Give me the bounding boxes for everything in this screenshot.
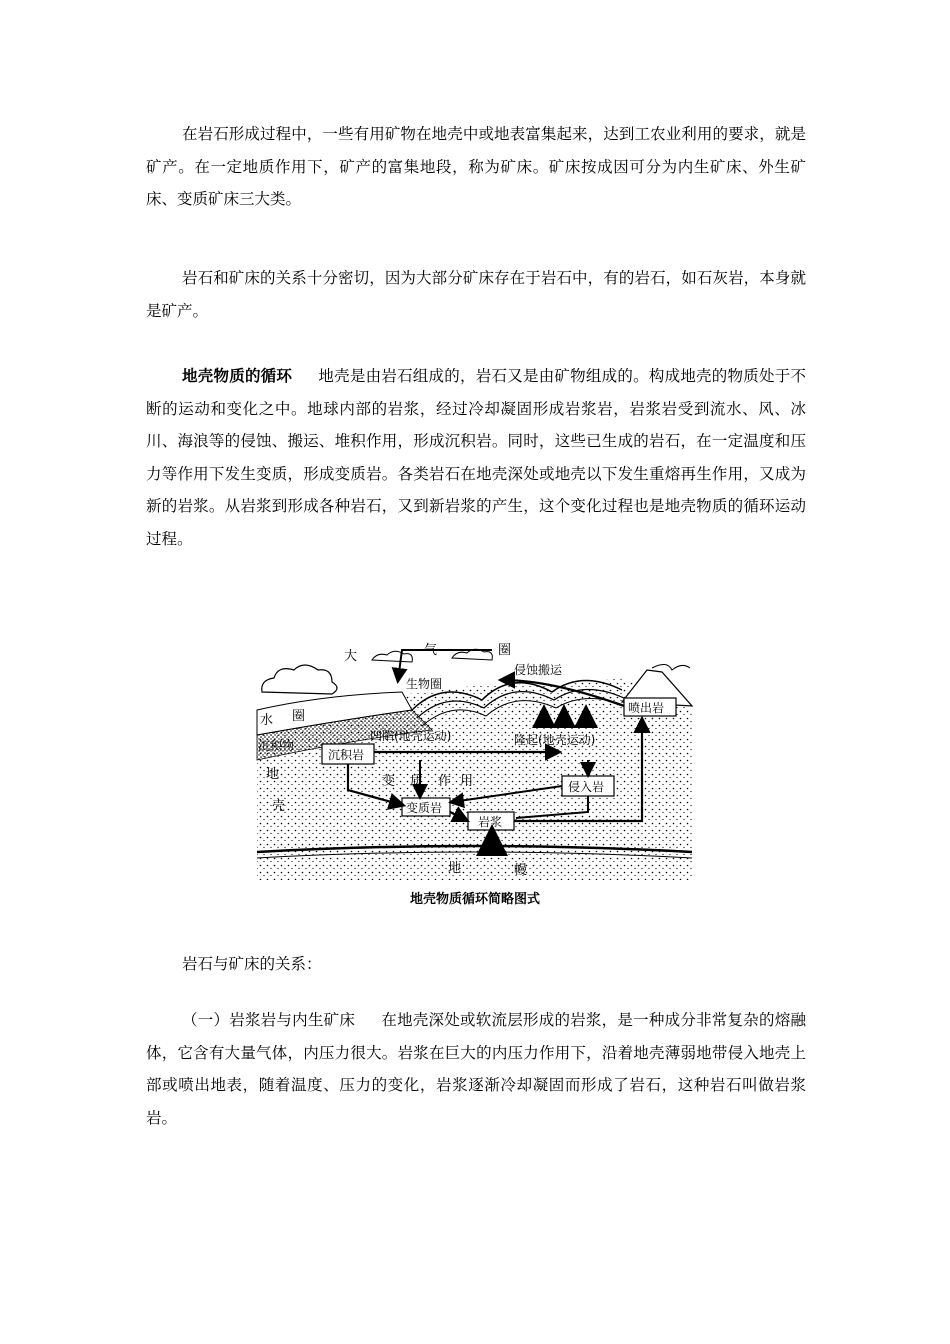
label-subsidence: 凹陷(地壳运动) (370, 729, 452, 743)
label-magma: 岩浆 (478, 815, 503, 829)
label-qi: 气 (424, 643, 438, 658)
label-quan: 圈 (498, 643, 512, 658)
label-sediment: 沉积物 (258, 739, 295, 753)
paragraph-rock-deposit-relation: 岩石和矿床的关系十分密切，因为大部分矿床存在于岩石中，有的岩石，如石灰岩，本身就是矿产。 (146, 269, 806, 320)
label-mantle-di: 地 (448, 861, 462, 876)
label-zuo: 作 (438, 774, 452, 789)
label-biosphere: 生物圈 (406, 677, 443, 691)
magmatic-rock-text: 在地壳深处或软流层形成的岩浆，是一种成分非常复杂的熔融体，它含有大量气体，内压力很大。岩浆在巨大的内压力作用下，沿着地壳薄弱地带侵入地壳上部或喷出地表，随着温度、压力的变化，岩浆逐渐冷却凝固而形成了岩石，这种岩石叫做岩浆岩。 (146, 1011, 806, 1127)
label-water: 水 (260, 713, 274, 728)
paragraph-magmatic-rock (146, 1004, 806, 1134)
section-heading-magmatic: （一）岩浆岩与内生矿床 (182, 1011, 356, 1029)
label-intrusive-rock: 侵入岩 (568, 780, 605, 794)
label-sedimentary-rock: 沉积岩 (328, 748, 365, 762)
label-crust-qiao: 壳 (272, 799, 286, 814)
figure-caption: 地壳物质循环简略图式 (409, 892, 540, 907)
label-yong: 用 (460, 774, 474, 789)
label-extrusive-rock: 喷出岩 (628, 701, 665, 715)
label-da: 大 (344, 649, 358, 664)
label-mantle-man: 幔 (514, 863, 528, 878)
label-crust-di: 地 (266, 767, 280, 782)
crust-cycle-diagram (252, 640, 698, 888)
label-water-quan: 圈 (292, 709, 306, 724)
section-heading-crust-cycle: 地壳物质的循环 (182, 367, 293, 385)
paragraph-ore-deposits: 在岩石形成过程中，一些有用矿物在地壳中或地表富集起来，达到工农业利用的要求，就是矿产。在一定地质作用下，矿产的富集地段，称为矿床。矿床按成因可分为内生矿床、外生矿床、变质矿床三大类。 (146, 125, 806, 208)
label-metamorphic-rock: 变质岩 (406, 801, 443, 815)
crust-cycle-text: 地壳是由岩石组成的，岩石又是由矿物组成的。构成地壳的物质处于不断的运动和变化之中。地球内部的岩浆，经过冷却凝固形成岩浆岩，岩浆岩受到流水、风、冰川、海浪等的侵蚀、搬运、堆积作用，形成沉积岩。同时，这些已生成的岩石，在一定温度和压力等作用下发生变质，形成变质岩。各类岩石在地壳深处或地壳以下发生重熔再生作用，又成为新的岩浆。从岩浆到形成各种岩石，又到新岩浆的产生，这个变化过程也是地壳物质的循环运动过程。 (146, 367, 806, 548)
paragraph-crust-cycle (146, 360, 806, 555)
label-erosion: 侵蚀搬运 (514, 663, 563, 677)
paragraph-rock-deposit-heading: 岩石与矿床的关系： (182, 955, 322, 973)
label-bian: 变 (382, 774, 396, 789)
label-uplift: 隆起(地壳运动) (514, 733, 596, 747)
label-zhi: 质 (410, 774, 424, 789)
